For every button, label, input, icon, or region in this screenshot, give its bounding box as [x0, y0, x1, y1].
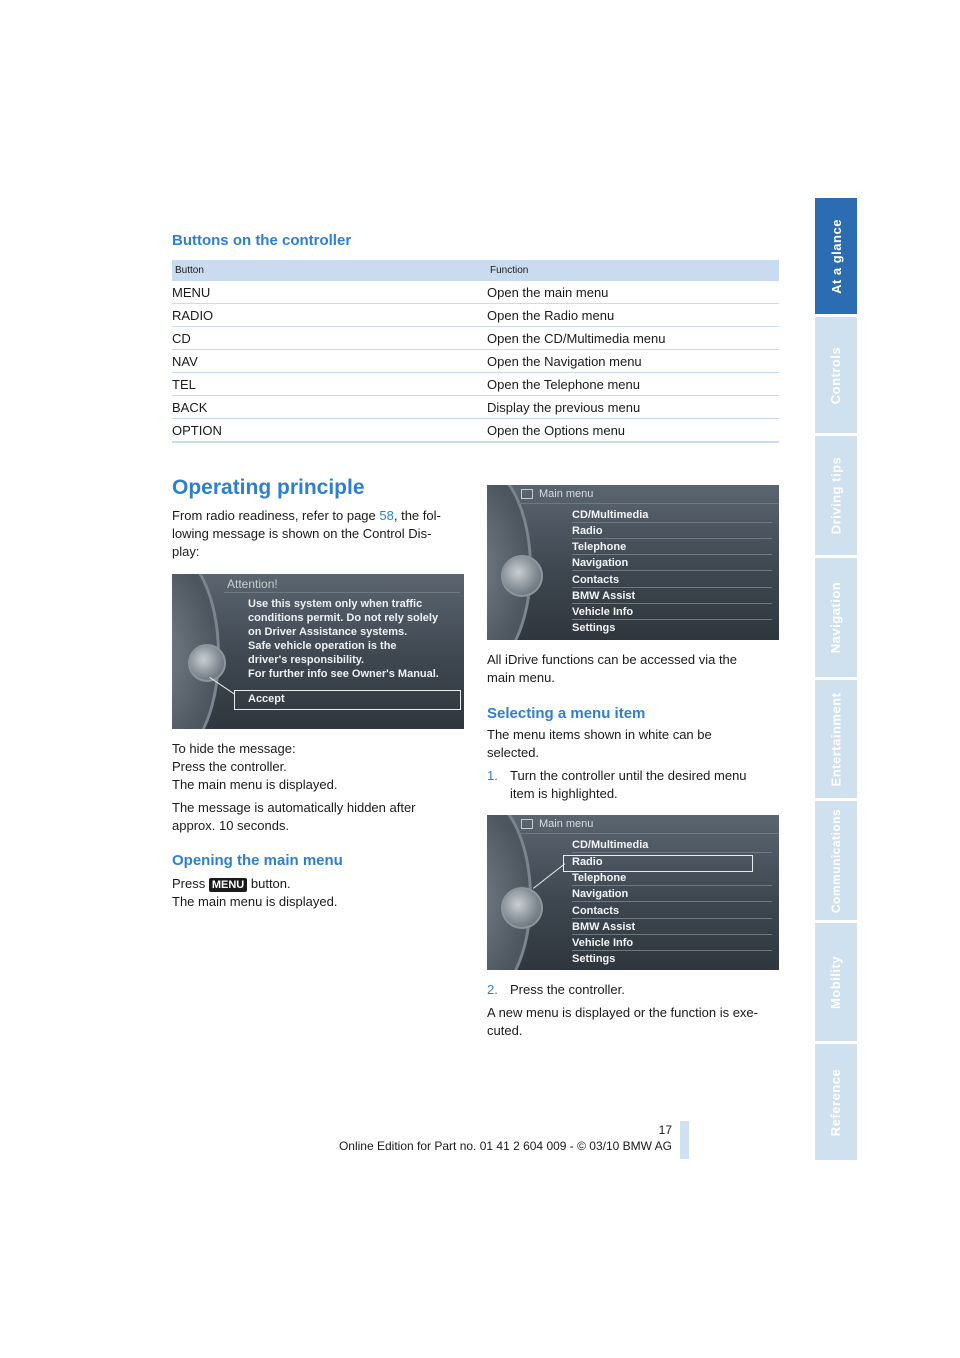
auto-hide-text: approx. 10 seconds.: [172, 818, 290, 833]
step-number: 2.: [487, 982, 498, 997]
opening-paragraph: [172, 875, 472, 911]
access-text: All iDrive functions can be accessed via the: [487, 652, 738, 667]
accept-option[interactable]: Accept: [248, 693, 285, 705]
main-menu-highlight-screen-image: [487, 815, 779, 970]
menu-item[interactable]: Navigation: [572, 557, 772, 571]
menu-item[interactable]: Radio: [572, 525, 772, 539]
attention-text: Use this system only when traffic: [248, 598, 423, 610]
menu-item[interactable]: Navigation: [572, 888, 772, 902]
attention-title: Attention!: [227, 577, 278, 591]
divider: [517, 833, 779, 834]
tab-label: Mobility: [828, 955, 844, 1009]
controller-knob-icon: [188, 644, 226, 682]
attention-text: on Driver Assistance systems.: [248, 626, 408, 638]
intro-text: , the fol-: [393, 508, 441, 523]
table-cell: BACK: [172, 400, 208, 415]
table-row: [172, 327, 779, 350]
edition-footer: Online Edition for Part no. 01 41 2 604 009 - © 03/10 BMW AG: [338, 1139, 672, 1153]
tab-label: Communications: [829, 808, 843, 913]
table-cell: MENU: [172, 285, 211, 300]
attention-text: Safe vehicle operation is the: [248, 640, 397, 652]
controller-knob-icon: [501, 887, 543, 929]
table-cell: Open the main menu: [487, 285, 609, 300]
opening-text: button.: [250, 876, 291, 891]
menu-item[interactable]: CD/Multimedia: [572, 509, 772, 523]
table-cell: Open the Options menu: [487, 423, 626, 438]
access-paragraph: [487, 651, 779, 687]
menu-item[interactable]: Telephone: [572, 872, 772, 886]
attention-text: For further info see Owner's Manual.: [248, 668, 439, 680]
menu-title: [521, 488, 593, 500]
page-link[interactable]: 58: [379, 508, 394, 523]
menu-item[interactable]: Settings: [572, 953, 616, 965]
divider: [517, 503, 779, 504]
menu-title: [521, 818, 593, 830]
table-cell: Display the previous menu: [487, 400, 641, 415]
section-title-opening: Opening the main menu: [172, 852, 343, 869]
pointer-line: [533, 863, 565, 888]
tab-label: Navigation: [828, 581, 844, 654]
tab-entertainment[interactable]: [815, 680, 857, 798]
table-header: [172, 260, 779, 281]
menu-item[interactable]: Settings: [572, 622, 616, 634]
controller-knob-icon: [501, 555, 543, 597]
result-text: A new menu is displayed or the function is exe-: [487, 1005, 758, 1020]
attention-screen-image: [172, 574, 464, 729]
menu-item[interactable]: Vehicle Info: [572, 937, 772, 951]
table-cell: RADIO: [172, 308, 214, 323]
table-row: [172, 350, 779, 373]
auto-hide-paragraph: [172, 799, 472, 835]
step-2: [487, 981, 779, 999]
intro-text: From radio readiness, refer to page: [172, 508, 380, 523]
tab-communications[interactable]: [815, 801, 857, 920]
tab-label: Controls: [828, 346, 844, 404]
tab-label: At a glance: [828, 218, 844, 294]
menu-icon: [521, 819, 533, 829]
section-title-buttons: Buttons on the controller: [172, 232, 352, 249]
step-1: [487, 767, 779, 803]
selecting-text: selected.: [487, 745, 540, 760]
table-cell: OPTION: [172, 423, 222, 438]
buttons-table: [172, 260, 779, 443]
tab-navigation[interactable]: [815, 558, 857, 677]
menu-title-text: Main menu: [539, 818, 594, 830]
step-text: Press the controller.: [510, 982, 625, 997]
hide-text: To hide the message:: [172, 741, 296, 756]
menu-item[interactable]: Contacts: [572, 574, 772, 588]
opening-text: Press: [172, 876, 206, 891]
column-header: Function: [490, 265, 529, 276]
table-row: [172, 281, 779, 304]
selecting-text: The menu items shown in white can be: [487, 727, 712, 742]
menu-button-icon: MENU: [209, 878, 247, 892]
menu-item-selected[interactable]: Radio: [572, 856, 603, 868]
auto-hide-text: The message is automatically hidden after: [172, 800, 416, 815]
result-text: cuted.: [487, 1023, 523, 1038]
intro-paragraph: [172, 507, 472, 561]
table-cell: TEL: [172, 377, 196, 392]
table-cell: CD: [172, 331, 191, 346]
page-marker: [680, 1121, 689, 1159]
page-number: 17: [658, 1123, 672, 1137]
hide-text: Press the controller.: [172, 759, 287, 774]
intro-text: play:: [172, 544, 200, 559]
result-paragraph: [487, 1004, 779, 1040]
menu-icon: [521, 489, 533, 499]
section-title-operating: Operating principle: [172, 476, 365, 499]
step-text: Turn the controller until the desired menu: [510, 768, 747, 783]
table-row: [172, 419, 779, 443]
menu-item[interactable]: Contacts: [572, 905, 772, 919]
tab-reference[interactable]: [815, 1044, 857, 1160]
selecting-paragraph: [487, 726, 779, 762]
attention-text: conditions permit. Do not rely solely: [248, 612, 439, 624]
menu-item[interactable]: BMW Assist: [572, 590, 772, 604]
menu-item[interactable]: Vehicle Info: [572, 606, 772, 620]
tab-controls[interactable]: [815, 317, 857, 433]
tab-driving-tips[interactable]: [815, 436, 857, 555]
menu-title-text: Main menu: [539, 488, 594, 500]
menu-item[interactable]: Telephone: [572, 541, 772, 555]
tab-label: Driving tips: [828, 456, 844, 535]
access-text: main menu.: [487, 670, 555, 685]
step-text: item is highlighted.: [510, 786, 618, 801]
menu-item[interactable]: CD/Multimedia: [572, 839, 772, 853]
table-row: [172, 304, 779, 327]
attention-text: driver's responsibility.: [248, 654, 365, 666]
hide-message-paragraph: [172, 740, 472, 794]
divider: [224, 592, 460, 593]
table-cell: Open the Telephone menu: [487, 377, 640, 392]
step-number: 1.: [487, 768, 498, 783]
table-cell: Open the Radio menu: [487, 308, 615, 323]
column-header: Button: [175, 265, 204, 276]
chapter-tabs: [815, 198, 857, 1160]
tab-label: Reference: [828, 1068, 844, 1136]
hide-text: The main menu is displayed.: [172, 777, 338, 792]
main-menu-screen-image: [487, 485, 779, 640]
tab-label: Entertainment: [828, 692, 844, 786]
table-cell: Open the CD/Multimedia menu: [487, 331, 666, 346]
table-cell: NAV: [172, 354, 198, 369]
table-cell: Open the Navigation menu: [487, 354, 642, 369]
opening-text: The main menu is displayed.: [172, 894, 338, 909]
menu-item[interactable]: BMW Assist: [572, 921, 772, 935]
intro-text: lowing message is shown on the Control Dis-: [172, 526, 432, 541]
tab-at-a-glance[interactable]: [815, 198, 857, 314]
section-title-selecting: Selecting a menu item: [487, 705, 646, 722]
table-row: [172, 396, 779, 419]
tab-mobility[interactable]: [815, 923, 857, 1041]
table-row: [172, 373, 779, 396]
